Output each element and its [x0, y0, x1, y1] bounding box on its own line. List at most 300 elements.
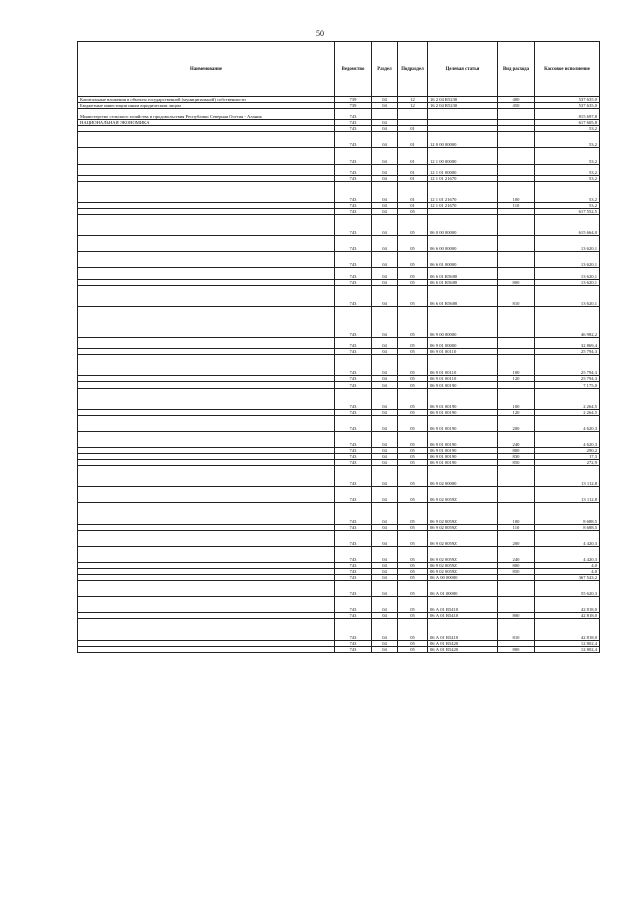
row-target-article: 06 9 01 00190 — [428, 460, 498, 466]
row-target-article: 06 9 01 00000 — [428, 338, 498, 349]
row-ved: 743 — [335, 487, 372, 503]
row-target-article: 06 6 01 R5680 — [428, 268, 498, 279]
row-target-article: 16 2 04 R5230 — [428, 97, 498, 103]
row-target-article: 06 9 02 0059Z — [428, 563, 498, 569]
row-name — [78, 268, 335, 279]
row-ved: 743 — [335, 503, 372, 524]
row-podrazdel: 05 — [398, 388, 428, 409]
row-ved: 743 — [335, 164, 372, 175]
row-expense-type: 800 — [498, 448, 535, 454]
row-podrazdel: 05 — [398, 597, 428, 613]
row-razdel: 04 — [372, 460, 398, 466]
row-expense-type — [498, 109, 535, 120]
row-cash-execution: 13 620,1 — [535, 252, 600, 268]
row-razdel: 04 — [372, 252, 398, 268]
row-ved: 743 — [335, 646, 372, 652]
row-target-article: 06 9 01 00190 — [428, 409, 498, 415]
row-ved: 739 — [335, 97, 372, 103]
table-row — [78, 355, 600, 376]
row-ved: 743 — [335, 214, 372, 235]
row-razdel: 04 — [372, 285, 398, 306]
row-razdel: 04 — [372, 466, 398, 487]
row-podrazdel: 05 — [398, 460, 428, 466]
row-target-article: 06 6 01 00000 — [428, 252, 498, 268]
row-target-article: 06 9 02 0059Z — [428, 503, 498, 524]
row-podrazdel: 05 — [398, 503, 428, 524]
row-target-article: 06 А 01 R5420 — [428, 640, 498, 646]
row-target-article: 06 9 02 0059Z — [428, 530, 498, 546]
row-razdel: 04 — [372, 575, 398, 581]
row-razdel: 04 — [372, 431, 398, 447]
row-cash-execution: 46 982,2 — [535, 306, 600, 337]
row-razdel: 04 — [372, 208, 398, 214]
row-ved: 743 — [335, 175, 372, 181]
row-razdel: 04 — [372, 646, 398, 652]
row-expense-type — [498, 132, 535, 148]
row-ved: 739 — [335, 103, 372, 109]
row-razdel: 04 — [372, 148, 398, 164]
row-podrazdel: 05 — [398, 530, 428, 546]
row-razdel: 04 — [372, 202, 398, 208]
row-razdel: 04 — [372, 619, 398, 640]
row-cash-execution: 7 175,0 — [535, 382, 600, 388]
row-cash-execution: 42 818,0 — [535, 613, 600, 619]
row-podrazdel: 05 — [398, 546, 428, 562]
row-ved: 743 — [335, 181, 372, 202]
row-podrazdel: 05 — [398, 613, 428, 619]
row-ved: 743 — [335, 252, 372, 268]
row-name — [78, 503, 335, 524]
row-name — [78, 487, 335, 503]
row-cash-execution: 8 688,5 — [535, 503, 600, 524]
row-expense-type: 850 — [498, 460, 535, 466]
row-expense-type: 800 — [498, 646, 535, 652]
row-podrazdel: 01 — [398, 126, 428, 132]
row-razdel: 04 — [372, 546, 398, 562]
row-cash-execution: 13 620,1 — [535, 268, 600, 279]
row-razdel: 04 — [372, 409, 398, 415]
row-cash-execution: 13 112,8 — [535, 466, 600, 487]
row-razdel: 04 — [372, 181, 398, 202]
row-target-article: 06 9 02 0059Z — [428, 487, 498, 503]
table-row — [78, 148, 600, 164]
row-ved: 743 — [335, 208, 372, 214]
row-ved: 743 — [335, 132, 372, 148]
table-row — [78, 431, 600, 447]
row-name — [78, 181, 335, 202]
row-cash-execution: 4 620,3 — [535, 415, 600, 431]
row-cash-execution: 4,0 — [535, 569, 600, 575]
row-ved: 743 — [335, 569, 372, 575]
table-row — [78, 214, 600, 235]
row-ved: 743 — [335, 338, 372, 349]
row-razdel: 04 — [372, 355, 398, 376]
table-row — [78, 619, 600, 640]
row-target-article: 06 0 00 00000 — [428, 214, 498, 235]
row-target-article: 06 6 00 00000 — [428, 236, 498, 252]
row-cash-execution: 367 543,2 — [535, 575, 600, 581]
row-name — [78, 619, 335, 640]
row-podrazdel: 05 — [398, 376, 428, 382]
header-podrazdel: Подраздел — [398, 42, 428, 97]
row-cash-execution: 53,2 — [535, 148, 600, 164]
row-podrazdel: 05 — [398, 575, 428, 581]
row-razdel: 04 — [372, 415, 398, 431]
header-expense-type: Вид расхода — [498, 42, 535, 97]
table-row — [78, 597, 600, 613]
row-podrazdel: 05 — [398, 236, 428, 252]
row-target-article: 06 9 01 00190 — [428, 388, 498, 409]
row-expense-type — [498, 306, 535, 337]
row-target-article: 06 А 01 00000 — [428, 581, 498, 597]
row-razdel: 04 — [372, 613, 398, 619]
row-ved: 743 — [335, 376, 372, 382]
row-podrazdel: 05 — [398, 252, 428, 268]
row-cash-execution: 12 802,4 — [535, 640, 600, 646]
row-name — [78, 285, 335, 306]
row-cash-execution: 537 635,0 — [535, 103, 600, 109]
row-podrazdel: 01 — [398, 148, 428, 164]
row-cash-execution: 617 552,5 — [535, 208, 600, 214]
row-razdel: 04 — [372, 214, 398, 235]
row-expense-type — [498, 597, 535, 613]
row-cash-execution: 12 802,4 — [535, 646, 600, 652]
row-podrazdel: 05 — [398, 279, 428, 285]
row-ved: 743 — [335, 285, 372, 306]
table-row — [78, 530, 600, 546]
row-ved: 743 — [335, 382, 372, 388]
row-ved: 743 — [335, 460, 372, 466]
budget-table — [77, 41, 600, 653]
row-target-article: 06 А 01 R5410 — [428, 613, 498, 619]
row-podrazdel: 05 — [398, 640, 428, 646]
row-target-article: 06 9 01 00110 — [428, 376, 498, 382]
row-ved: 743 — [335, 306, 372, 337]
row-razdel: 04 — [372, 97, 398, 103]
row-name — [78, 597, 335, 613]
row-razdel: 04 — [372, 503, 398, 524]
row-razdel: 04 — [372, 349, 398, 355]
row-name — [78, 388, 335, 409]
row-podrazdel: 01 — [398, 202, 428, 208]
row-name — [78, 466, 335, 487]
row-podrazdel: 05 — [398, 524, 428, 530]
row-podrazdel: 05 — [398, 349, 428, 355]
row-ved: 743 — [335, 388, 372, 409]
row-razdel: 04 — [372, 597, 398, 613]
row-cash-execution: 4,0 — [535, 563, 600, 569]
row-cash-execution: 42 818,0 — [535, 597, 600, 613]
row-podrazdel: 05 — [398, 355, 428, 376]
table-row — [78, 338, 600, 349]
row-name — [78, 546, 335, 562]
row-cash-execution: 13 620,1 — [535, 285, 600, 306]
row-cash-execution: 4 420,3 — [535, 546, 600, 562]
row-name — [78, 530, 335, 546]
row-target-article: 12 1 01 21670 — [428, 202, 498, 208]
row-target-article: 12 1 01 21670 — [428, 181, 498, 202]
row-name — [78, 132, 335, 148]
row-target-article: 06 9 02 0059Z — [428, 546, 498, 562]
table-row — [78, 132, 600, 148]
row-expense-type — [498, 487, 535, 503]
row-cash-execution: 25 794,3 — [535, 355, 600, 376]
row-target-article: 06 9 01 00190 — [428, 431, 498, 447]
row-expense-type: 450 — [498, 103, 535, 109]
row-ved: 743 — [335, 148, 372, 164]
row-target-article — [428, 109, 498, 120]
row-podrazdel: 05 — [398, 487, 428, 503]
row-expense-type: 100 — [498, 355, 535, 376]
row-target-article: 06 А 00 00000 — [428, 575, 498, 581]
row-name: НАЦИОНАЛЬНАЯ ЭКОНОМИКА — [78, 120, 335, 126]
row-target-article: 06 9 02 00000 — [428, 466, 498, 487]
row-cash-execution: 615 664,0 — [535, 214, 600, 235]
row-expense-type — [498, 252, 535, 268]
row-podrazdel: 05 — [398, 466, 428, 487]
row-ved: 743 — [335, 640, 372, 646]
table-row — [78, 646, 600, 652]
row-razdel — [372, 109, 398, 120]
row-expense-type: 100 — [498, 181, 535, 202]
row-expense-type: 810 — [498, 285, 535, 306]
row-podrazdel: 01 — [398, 164, 428, 175]
header-ved: Ведомство — [335, 42, 372, 97]
row-ved: 743 — [335, 355, 372, 376]
row-expense-type: 100 — [498, 388, 535, 409]
row-target-article: 12 1 01 00000 — [428, 164, 498, 175]
row-cash-execution: 53,2 — [535, 202, 600, 208]
row-ved: 743 — [335, 109, 372, 120]
row-podrazdel: 01 — [398, 181, 428, 202]
row-razdel: 04 — [372, 236, 398, 252]
row-razdel: 04 — [372, 175, 398, 181]
row-target-article: 06 9 01 00190 — [428, 382, 498, 388]
row-podrazdel: 05 — [398, 581, 428, 597]
row-ved: 743 — [335, 613, 372, 619]
row-cash-execution: 13 620,1 — [535, 279, 600, 285]
row-cash-execution: 53,2 — [535, 126, 600, 132]
row-cash-execution: 17,3 — [535, 454, 600, 460]
row-name: Бюджетные инвестиции иным юридическим лицам — [78, 103, 335, 109]
row-cash-execution: 272,9 — [535, 460, 600, 466]
row-podrazdel: 01 — [398, 132, 428, 148]
row-razdel: 04 — [372, 563, 398, 569]
row-razdel: 04 — [372, 487, 398, 503]
row-expense-type — [498, 581, 535, 597]
row-expense-type — [498, 164, 535, 175]
row-ved: 743 — [335, 575, 372, 581]
row-expense-type — [498, 214, 535, 235]
row-razdel: 04 — [372, 448, 398, 454]
row-name: Капитальные вложения в объекты государственной (муниципальной) собственности — [78, 97, 335, 103]
row-podrazdel: 12 — [398, 97, 428, 103]
row-name — [78, 431, 335, 447]
row-podrazdel: 05 — [398, 268, 428, 279]
row-cash-execution: 2 264,5 — [535, 388, 600, 409]
row-podrazdel: 05 — [398, 431, 428, 447]
row-target-article: 06 9 01 00190 — [428, 454, 498, 460]
row-target-article: 12 1 01 21670 — [428, 175, 498, 181]
row-cash-execution: 55 620,3 — [535, 581, 600, 597]
table-row — [78, 546, 600, 562]
row-razdel: 04 — [372, 306, 398, 337]
row-podrazdel: 12 — [398, 103, 428, 109]
row-ved: 743 — [335, 409, 372, 415]
row-razdel: 04 — [372, 376, 398, 382]
row-cash-execution: 13 112,8 — [535, 487, 600, 503]
row-ved: 743 — [335, 349, 372, 355]
row-razdel: 04 — [372, 164, 398, 175]
row-expense-type: 200 — [498, 530, 535, 546]
row-razdel: 04 — [372, 338, 398, 349]
table-row — [78, 581, 600, 597]
row-razdel: 04 — [372, 279, 398, 285]
row-cash-execution: 25 794,3 — [535, 349, 600, 355]
row-podrazdel: 05 — [398, 563, 428, 569]
row-razdel: 04 — [372, 103, 398, 109]
row-expense-type — [498, 338, 535, 349]
table-row — [78, 164, 600, 175]
row-razdel: 04 — [372, 454, 398, 460]
row-cash-execution: 290,2 — [535, 448, 600, 454]
row-cash-execution: 815 697,8 — [535, 109, 600, 120]
row-cash-execution: 13 620,1 — [535, 236, 600, 252]
row-ved: 743 — [335, 415, 372, 431]
row-expense-type: 120 — [498, 376, 535, 382]
header-target-article: Целевая статья — [428, 42, 498, 97]
row-name — [78, 581, 335, 597]
row-razdel: 04 — [372, 640, 398, 646]
table-row — [78, 388, 600, 409]
row-target-article: 06 9 01 00190 — [428, 415, 498, 431]
row-name — [78, 646, 335, 652]
row-cash-execution: 2 264,5 — [535, 409, 600, 415]
table-row — [78, 415, 600, 431]
row-name — [78, 236, 335, 252]
row-ved: 743 — [335, 126, 372, 132]
row-ved: 743 — [335, 448, 372, 454]
row-name — [78, 148, 335, 164]
table-header-row — [78, 42, 600, 97]
row-cash-execution: 42 818,0 — [535, 619, 600, 640]
row-expense-type — [498, 268, 535, 279]
row-target-article: 06 9 02 0059Z — [428, 524, 498, 530]
row-name — [78, 338, 335, 349]
row-razdel: 04 — [372, 126, 398, 132]
row-cash-execution: 8 688,5 — [535, 524, 600, 530]
table-row — [78, 503, 600, 524]
row-razdel: 04 — [372, 132, 398, 148]
row-ved: 743 — [335, 454, 372, 460]
row-podrazdel: 05 — [398, 409, 428, 415]
row-name: Министерство сельского хозяйства и продовольствия Республики Северная Осетия - Алания — [78, 109, 335, 120]
row-podrazdel: 05 — [398, 448, 428, 454]
row-ved: 743 — [335, 120, 372, 126]
row-expense-type: 110 — [498, 202, 535, 208]
row-cash-execution: 53,2 — [535, 132, 600, 148]
row-expense-type: 100 — [498, 503, 535, 524]
row-expense-type: 400 — [498, 97, 535, 103]
row-expense-type: 800 — [498, 613, 535, 619]
row-name — [78, 164, 335, 175]
row-name — [78, 355, 335, 376]
header-name: Наименование — [78, 42, 335, 97]
row-ved: 743 — [335, 524, 372, 530]
row-podrazdel: 05 — [398, 415, 428, 431]
row-ved: 743 — [335, 268, 372, 279]
row-razdel: 04 — [372, 569, 398, 575]
row-razdel: 04 — [372, 581, 398, 597]
row-target-article: 16 2 04 R5230 — [428, 103, 498, 109]
row-target-article: 06 9 01 00110 — [428, 355, 498, 376]
row-podrazdel: 05 — [398, 619, 428, 640]
row-expense-type: 240 — [498, 546, 535, 562]
row-expense-type: 850 — [498, 569, 535, 575]
row-target-article: 06 9 02 0059Z — [428, 569, 498, 575]
row-podrazdel: 05 — [398, 285, 428, 306]
row-ved: 743 — [335, 581, 372, 597]
row-expense-type — [498, 236, 535, 252]
row-cash-execution: 32 869,4 — [535, 338, 600, 349]
row-expense-type: 810 — [498, 619, 535, 640]
row-expense-type: 200 — [498, 415, 535, 431]
row-podrazdel: 05 — [398, 569, 428, 575]
row-podrazdel: 05 — [398, 454, 428, 460]
row-target-article: 06 А 01 R5420 — [428, 646, 498, 652]
row-cash-execution: 25 794,3 — [535, 376, 600, 382]
row-target-article: 12 0 00 00000 — [428, 132, 498, 148]
table-row — [78, 487, 600, 503]
row-expense-type: 830 — [498, 454, 535, 460]
row-ved: 743 — [335, 466, 372, 487]
row-expense-type: 800 — [498, 563, 535, 569]
row-name — [78, 214, 335, 235]
row-target-article: 06 А 01 R5410 — [428, 597, 498, 613]
row-expense-type: 800 — [498, 279, 535, 285]
row-ved: 743 — [335, 202, 372, 208]
table-row — [78, 306, 600, 337]
row-cash-execution: 53,2 — [535, 175, 600, 181]
table-row — [78, 109, 600, 120]
row-expense-type: 120 — [498, 409, 535, 415]
row-target-article: 06 А 01 R5410 — [428, 619, 498, 640]
row-podrazdel: 05 — [398, 382, 428, 388]
row-ved: 743 — [335, 530, 372, 546]
row-cash-execution: 53,2 — [535, 181, 600, 202]
row-razdel: 04 — [372, 524, 398, 530]
table-row — [78, 268, 600, 279]
row-podrazdel: 05 — [398, 338, 428, 349]
row-ved: 743 — [335, 597, 372, 613]
row-expense-type: 240 — [498, 431, 535, 447]
row-ved: 743 — [335, 279, 372, 285]
header-razdel: Раздел — [372, 42, 398, 97]
row-target-article: 06 6 01 R5680 — [428, 285, 498, 306]
row-target-article: 06 9 01 00110 — [428, 349, 498, 355]
row-target-article: 12 1 00 00000 — [428, 148, 498, 164]
table-row — [78, 236, 600, 252]
row-razdel: 04 — [372, 382, 398, 388]
row-expense-type — [498, 148, 535, 164]
row-podrazdel: 05 — [398, 646, 428, 652]
row-cash-execution: 53,2 — [535, 164, 600, 175]
row-target-article: 06 9 00 00000 — [428, 306, 498, 337]
row-ved: 743 — [335, 431, 372, 447]
row-razdel: 04 — [372, 268, 398, 279]
table-row — [78, 466, 600, 487]
row-expense-type: 110 — [498, 524, 535, 530]
